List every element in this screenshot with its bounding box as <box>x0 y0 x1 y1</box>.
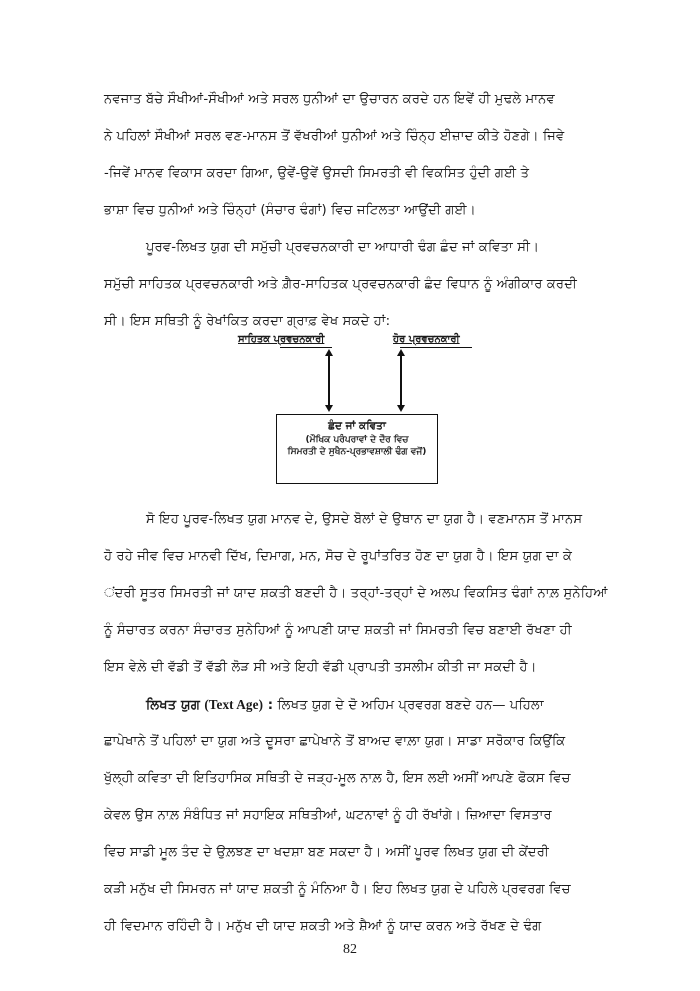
arrow-shaft <box>400 354 402 407</box>
box-subtitle-line: ਸਿਮਰਤੀ ਦੇ ਸੁਖੈਨ-ਪ੍ਰਭਾਵਸ਼ਾਲੀ ਢੰਗ ਵਜੋਂ) <box>287 447 427 457</box>
text-line: -ਜਿਵੇਂ ਮਾਨਵ ਵਿਕਾਸ ਕਰਦਾ ਗਿਆ, ਉਵੇਂ-ਉਵੇਂ ਉਸਦੀ ਸਿਮਰਤੀ ਵੀ ਵਿਕਸਿਤ ਹੁੰਦੀ ਗਈ ਤੇ <box>104 166 530 181</box>
text-line: ਭਾਸ਼ਾ ਵਿਚ ਧੁਨੀਆਂ ਅਤੇ ਚਿੰਨ੍ਹਾਂ (ਸੰਚਾਰ ਢੰਗਾਂ) ਵਿਚ ਜਟਿਲਤਾ ਆਉਂਦੀ ਗਈ। <box>104 203 476 218</box>
text-line: ਕੜੀ ਮਨੁੱਖ ਦੀ ਸਿਮਰਨ ਜਾਂ ਯਾਦ ਸ਼ਕਤੀ ਨੂੰ ਮੰਨਿਆ ਹੈ। ਇਹ ਲਿਖਤ ਯੁਗ ਦੇ ਪਹਿਲੇ ਪ੍ਰਵਰਗ ਵਿਚ <box>104 882 571 897</box>
arrow-down-icon <box>325 405 333 412</box>
arrow-down-icon <box>397 405 405 412</box>
underline-connector <box>400 347 472 348</box>
other-discourse-label: ਹੋਰ ਪ੍ਰਵਚਨਕਾਰੀ <box>393 334 460 345</box>
text-line: ਸੀ। ਇਸ ਸਥਿਤੀ ਨੂੰ ਰੇਖਾਂਕਿਤ ਕਰਦਾ ਗ੍ਰਾਫ਼ ਵੇਖ ਸਕਦੇ ਹਾਂ: <box>104 314 391 329</box>
verse-or-poetry-box <box>276 414 438 484</box>
text-line: ਛਾਪੇਖਾਨੇ ਤੋਂ ਪਹਿਲਾਂ ਦਾ ਯੁਗ ਅਤੇ ਦੂਸਰਾ ਛਾਪੇਖਾਨੇ ਤੋਂ ਬਾਅਦ ਵਾਲ਼ਾ ਯੁਗ। ਸਾਡਾ ਸਰੋਕਾਰ ਕਿਉਂਕਿ <box>104 734 566 749</box>
text-line: ਨਵਜਾਤ ਬੱਚੇ ਸੌਖੀਆਂ-ਸੌਖੀਆਂ ਅਤੇ ਸਰਲ ਧੁਨੀਆਂ ਦਾ ਉਚਾਰਨ ਕਰਦੇ ਹਨ ਇਵੇਂ ਹੀ ਮੁਢਲੇ ਮਾਨਵ <box>104 92 555 107</box>
text-line <box>146 697 636 713</box>
text-line: ਸੋ ਇਹ ਪੂਰਵ-ਲਿਖਤ ਯੁਗ ਮਾਨਵ ਦੇ, ਉਸਦੇ ਬੋਲਾਂ ਦੇ ਉਥਾਨ ਦਾ ਯੁਗ ਹੈ। ਵਣਮਾਨਸ ਤੋਂ ਮਾਨਸ <box>146 512 583 527</box>
box-subtitle-line: (ਮੌਖਿਕ ਪਰੰਪਰਾਵਾਂ ਦੇ ਦੌਰ ਵਿਚ <box>305 435 409 445</box>
text-line: ਪੂਰਵ-ਲਿਖਤ ਯੁਗ ਦੀ ਸਮੁੱਚੀ ਪ੍ਰਵਚਨਕਾਰੀ ਦਾ ਆਧਾਰੀ ਢੰਗ ਛੰਦ ਜਾਂ ਕਵਿਤਾ ਸੀ। <box>146 240 540 255</box>
text-line: ਹੋ ਰਹੇ ਜੀਵ ਵਿਚ ਮਾਨਵੀ ਦਿੱਖ, ਦਿਮਾਗ, ਮਨ, ਸੋਚ ਦੇ ਰੂਪਾਂਤਰਿਤ ਹੋਣ ਦਾ ਯੁਗ ਹੈ। ਇਸ ਯੁਗ ਦਾ ਕੇ <box>104 549 573 564</box>
literary-discourse-label: ਸਾਹਿਤਕ ਪ੍ਰਵਚਨਕਾਰੀ <box>238 334 325 345</box>
text-line: ਨੂੰ ਸੰਚਾਰਤ ਕਰਨਾ ਸੰਚਾਰਤ ਸੁਨੇਹਿਆਂ ਨੂੰ ਆਪਣੀ ਯਾਦ ਸ਼ਕਤੀ ਜਾਂ ਸਿਮਰਤੀ ਵਿਚ ਬਣਾਈ ਰੱਖਣਾ ਹੀ <box>104 623 572 638</box>
text-line: ਇਸ ਵੇਲ਼ੇ ਦੀ ਵੱਡੀ ਤੋਂ ਵੱਡੀ ਲੋੜ ਸੀ ਅਤੇ ਇਹੀ ਵੱਡੀ ਪ੍ਰਾਪਤੀ ਤਸਲੀਮ ਕੀਤੀ ਜਾ ਸਕਦੀ ਹੈ। <box>104 660 537 675</box>
text-line: ਵਿਚ ਸਾਡੀ ਮੂਲ ਤੰਦ ਦੇ ਉਲ਼ਝਣ ਦਾ ਖਦਸ਼ਾ ਬਣ ਸਕਦਾ ਹੈ। ਅਸੀਂ ਪੂਰਵ ਲਿਖਤ ਯੁਗ ਦੀ ਕੇਂਦਰੀ <box>104 845 549 860</box>
text-line: ਕੇਵਲ ਉਸ ਨਾਲ਼ ਸੰਬੰਧਿਤ ਜਾਂ ਸਹਾਇਕ ਸਥਿਤੀਆਂ, ਘਟਨਾਵਾਂ ਨੂੰ ਹੀ ਰੱਖਾਂਗੇ। ਜ਼ਿਆਦਾ ਵਿਸਤਾਰ <box>104 808 552 823</box>
text-span: ਲਿਖਤ ਯੁਗ ਦੇ ਦੋ ਅਹਿਮ ਪ੍ਰਵਰਗ ਬਣਦੇ ਹਨ— ਪਹਿਲਾ <box>273 698 544 713</box>
underline-connector <box>280 347 332 348</box>
text-line: ਨੇ ਪਹਿਲਾਂ ਸੌਖੀਆਂ ਸਰਲ ਵਣ-ਮਾਨਸ ਤੋਂ ਵੱਖਰੀਆਂ ਧੁਨੀਆਂ ਅਤੇ ਚਿੰਨ੍ਹ ਈਜ਼ਾਦ ਕੀਤੇ ਹੋਣਗੇ। ਜਿਵੇ <box>104 129 565 144</box>
section-heading-english: (Text Age) <box>204 697 264 712</box>
text-line: ਹੀ ਵਿਦਮਾਨ ਰਹਿੰਦੀ ਹੈ। ਮਨੁੱਖ ਦੀ ਯਾਦ ਸ਼ਕਤੀ ਅਤੇ ਸ਼ੈਆਂ ਨੂੰ ਯਾਦ ਕਰਨ ਅਤੇ ਰੱਖਣ ਦੇ ਢੰਗ <box>104 919 542 934</box>
text-line: ਖੁੱਲ੍ਹੀ ਕਵਿਤਾ ਦੀ ਇਤਿਹਾਸਿਕ ਸਥਿਤੀ ਦੇ ਜੜ੍ਹ-ਮੂਲ ਨਾਲ਼ ਹੈ, ਇਸ ਲਈ ਅਸੀਂ ਆਪਣੇ ਫੋਕਸ ਵਿਚ <box>104 771 571 786</box>
text-line: ਂਦਰੀ ਸੂਤਰ ਸਿਮਰਤੀ ਜਾਂ ਯਾਦ ਸ਼ਕਤੀ ਬਣਦੀ ਹੈ। ਤਰ੍ਹਾਂ-ਤਰ੍ਹਾਂ ਦੇ ਅਲਪ ਵਿਕਸਿਤ ਢੰਗਾਂ ਨਾਲ਼ ਸੁਨੇਹਿਆਂ <box>104 586 608 601</box>
section-heading: ਲਿਖਤ ਯੁਗ <box>146 698 201 713</box>
heading-colon: : <box>263 698 274 713</box>
arrow-shaft <box>328 354 330 407</box>
box-title: ਛੰਦ ਜਾਂ ਕਵਿਤਾ <box>328 420 386 432</box>
text-line: ਸਮੁੱਚੀ ਸਾਹਿਤਕ ਪ੍ਰਵਚਨਕਾਰੀ ਅਤੇ ਗ਼ੈਰ-ਸਾਹਿਤਕ ਪ੍ਰਵਚਨਕਾਰੀ ਛੰਦ ਵਿਧਾਨ ਨੂੰ ਅੰਗੀਕਾਰ ਕਰਦੀ <box>104 277 577 292</box>
page-number: 82 <box>343 942 357 957</box>
